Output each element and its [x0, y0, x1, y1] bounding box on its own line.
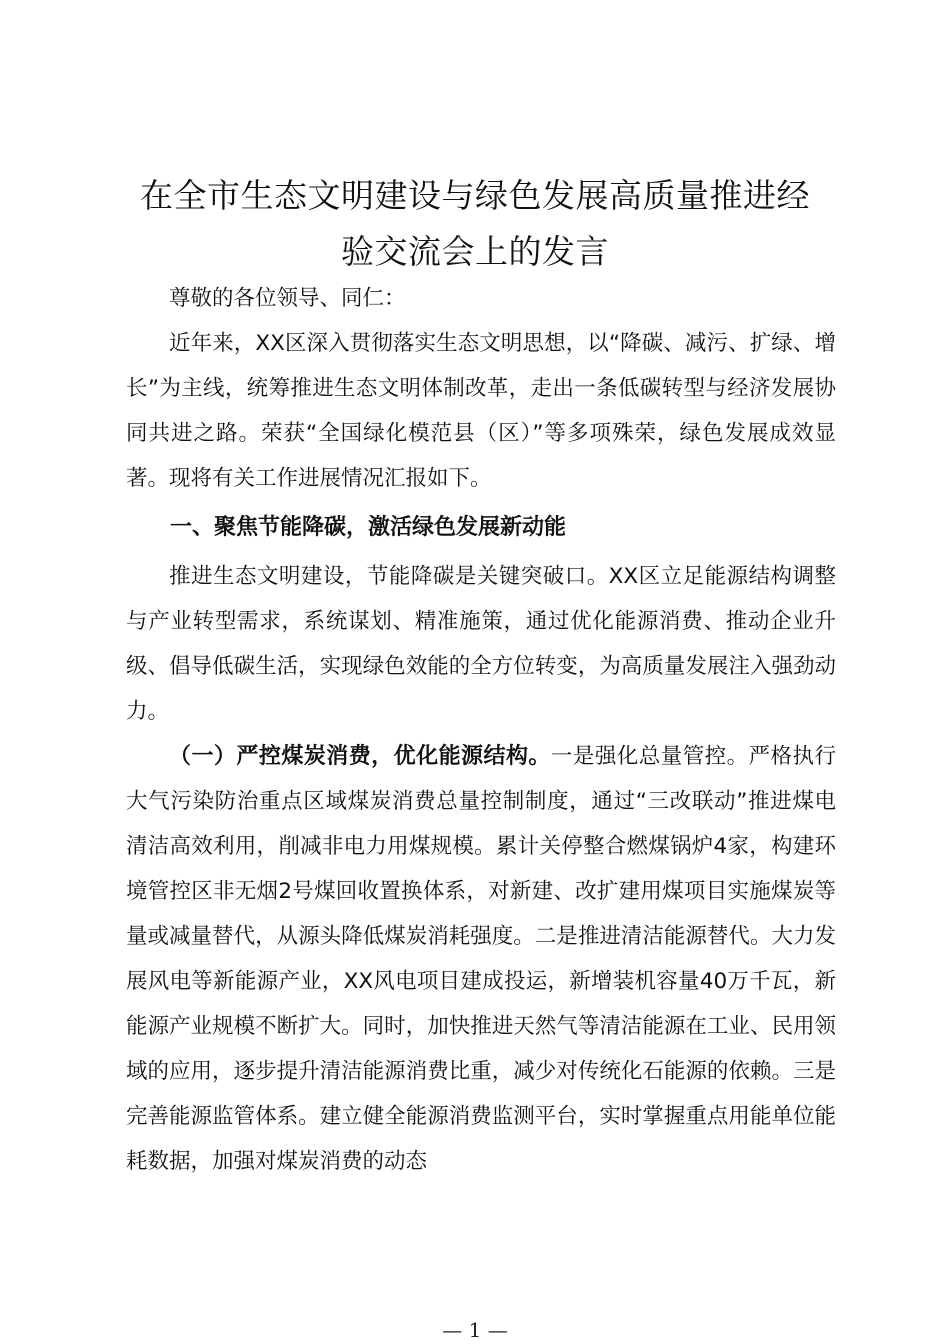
title-line-1: 在全市生态文明建设与绿色发展高质量推进经: [140, 176, 810, 215]
page-number: — 1 —: [442, 1318, 508, 1342]
title-line-2: 验交流会上的发言: [341, 232, 609, 271]
document-body: [126, 276, 836, 1184]
document-title: [110, 168, 840, 280]
paragraph-intro: 近年来，XX区深入贯彻落实生态文明思想，以“降碳、减污、扩绿、增长”为主线，统筹推进生态文明体制改革，走出一条低碳转型与经济发展协同共进之路。荣获“全国绿化模范县（区）”等多项殊荣，绿色发展成效显著。现将有关工作进展情况汇报如下。: [126, 331, 836, 491]
salutation: 尊敬的各位领导、同仁：: [169, 286, 406, 311]
paragraph-subsection-1: [126, 734, 836, 1184]
subsection-heading-1: （一）严控煤炭消费，优化能源结构。: [169, 744, 551, 769]
subsection-1-text: 一是强化总量管控。严格执行大气污染防治重点区域煤炭消费总量控制制度，通过“三改联动”推进煤电清洁高效利用，削减非电力用煤规模。累计关停整合燃煤锅炉4家，构建环境管控区非无烟2号煤回收置换体系，对新建、改扩建用煤项目实施煤炭等量或减量替代，从源头降低煤炭消耗强度。二是推进清洁能源替代。大力发展风电等新能源产业，XX风电项目建成投运，新增装机容量40万千瓦，新能源产业规模不断扩大。同时，加快推进天然气等清洁能源在工业、民用领域的应用，逐步提升清洁能源消费比重，减少对传统化石能源的依赖。三是完善能源监管体系。建立健全能源消费监测平台，实时掌握重点用能单位能耗数据，加强对煤炭消费的动态: [126, 744, 836, 1174]
section-heading-1: 一、聚焦节能降碳，激活绿色发展新动能: [170, 515, 567, 540]
paragraph-section-1: 推进生态文明建设，节能降碳是关键突破口。XX区立足能源结构调整与产业转型需求，系统谋划、精准施策，通过优化能源消费、推动企业升级、倡导低碳生活，实现绿色效能的全方位转变，为高质量发展注入强劲动力。: [126, 564, 836, 724]
